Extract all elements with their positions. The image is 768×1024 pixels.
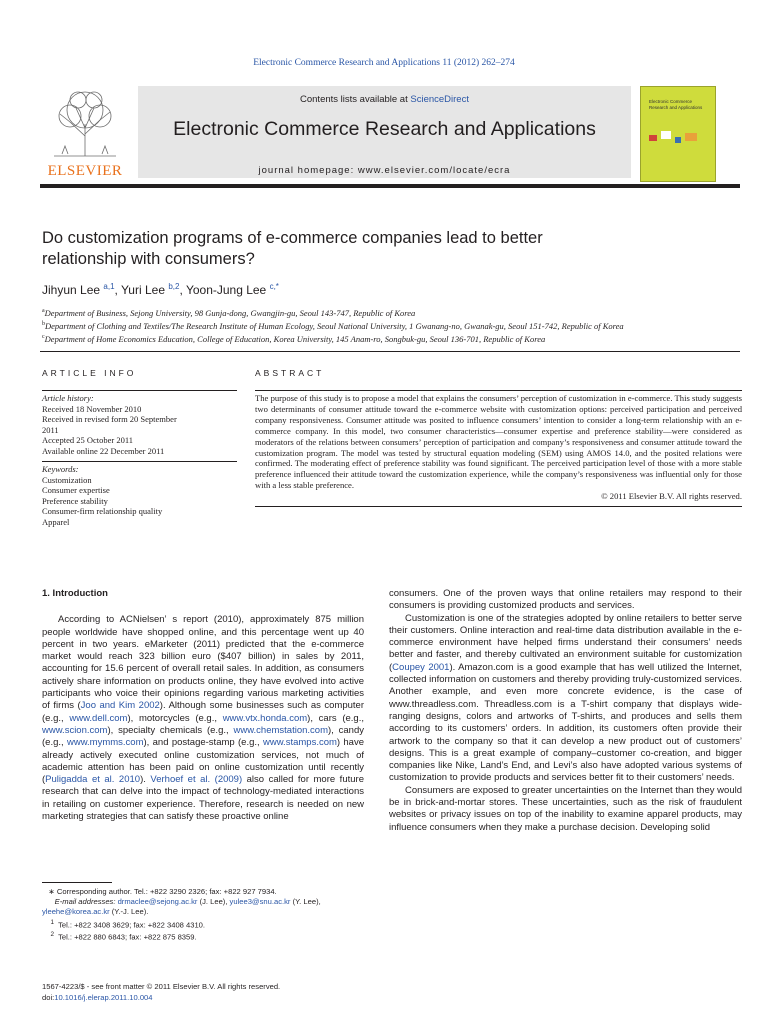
text-run: ). (140, 774, 151, 786)
citation-link[interactable]: Joo and Kim 2002 (80, 700, 160, 712)
footnote-corresponding (42, 887, 364, 897)
author-list: Jihyun Lee $^{a,1}$, Yuri Lee $^{b,2}$, Yoon-Jung Lee $^{c,*}$ (42, 282, 279, 297)
article-info (42, 368, 237, 527)
journal-homepage[interactable]: journal homepage: www.elsevier.com/locate/ecra (258, 165, 511, 176)
citation-link[interactable]: Verhoef et al. (2009) (150, 774, 243, 786)
history-item: Received in revised form 20 September (42, 414, 177, 424)
email-owner: (Y.-J. Lee). (109, 907, 149, 917)
email-label: E-mail addresses: (54, 897, 116, 907)
author-name: Yoon-Jung Lee (185, 283, 267, 297)
section-heading: 1. Introduction (42, 588, 108, 599)
affiliation-mark: c (42, 333, 45, 340)
history-item: 2011 (42, 424, 59, 435)
paragraph (389, 613, 742, 785)
email-owner: (J. Lee), (197, 897, 230, 907)
footnote-1: $^1$ Tel.: +822 3408 3629; fax: +822 3408 4310. (50, 918, 206, 930)
text-run: also called for more future research that can delve into the impact of technology-mediated interactions in retailing on customer experience. Therefore, research is needed on new marketing strategies that can satisfy these proactive online (42, 774, 364, 823)
header-rule (40, 184, 740, 188)
author-affiliation-mark[interactable]: c,* (269, 282, 279, 291)
title-rule (40, 351, 740, 352)
citation-link[interactable]: www.dell.com (69, 712, 128, 724)
title-line-1: Do customization programs of e-commerce companies lead to better (42, 229, 543, 247)
sciencedirect-link[interactable]: ScienceDirect (410, 94, 469, 105)
footnote-emails (42, 897, 364, 907)
paper-title (42, 228, 682, 270)
abstract-text: The purpose of this study is to propose a model that explains the consumers’ perception of customization in e-commerce. This study suggests two determinants of consumer attitude toward the e-commerce website with customization options: perceived participation and perceived company responsiveness. Consumer attitude was posited to influence consumers’ intention to consider a long-term relationship with an e-commerce company. In this model, two consumer characteristics—consumer expertise and preference stability—were considered as moderators of the relations between consumers’ perception of participation and company’s responsiveness and consumer attitude toward the customization program. The model was tested by structural equation modeling (SEM) using AMOS 14.0, and the posited relations were confirmed. The moderating effect of preference stability was found significant. The perceived participation level of those with a more stable preference influenced their attitude toward the customization experience, while the company’s responsiveness was influential only for those with a less stable preference. (255, 393, 742, 491)
paragraph (42, 614, 364, 823)
cover-title: Electronic Commerce Research and Applications (649, 99, 703, 110)
email-link[interactable]: drmaclee@sejong.ac.kr (117, 897, 198, 907)
cover-art-icon (647, 125, 707, 155)
text-run: ). Amazon.com is a good example that has well utilized the Internet, collected information on customers and thereby providing truly-customized services. Another example, and even more concrete evidence, is the case of www.threadless.com. Threadless.com is a T-shirt company that displays wide-ranging designs, colors and artworks of T-shirts, and produces and sells them according to its customers’ orders. In addition, its customers often provide their artwork to the company so that it can develop a new product out of customers’ designs. This is a great example of company–customer co-creation, and bigger companies like Nike, Land’s End, and Levi’s also have adopted various systems of customization to provide products and services better fit to their customers’ needs. (389, 661, 742, 784)
history-item: Available online 22 December 2011 (42, 445, 165, 456)
affiliation-item (42, 319, 742, 332)
text-run: ), cars (e.g., (307, 712, 364, 724)
author-name: Jihyun Lee (42, 283, 101, 297)
doi-link[interactable]: 10.1016/j.elerap.2011.10.004 (54, 992, 153, 1002)
contents-prefix: Contents lists available at (300, 94, 411, 105)
footnote-text: Tel.: +822 3408 3629; fax: +822 3408 4310. (58, 920, 206, 930)
email-owner: (Y. Lee), (290, 897, 321, 907)
citation-link[interactable]: Puligadda et al. 2010 (45, 774, 141, 786)
journal-reference[interactable]: Electronic Commerce Research and Applications 11 (2012) 262–274 (253, 58, 515, 68)
footnote-2: $^2$ Tel.: +822 880 6843; fax: +822 875 8359. (50, 931, 197, 942)
text-run: ), candy (e.g., (42, 724, 364, 749)
history-item: Received 18 November 2010 (42, 403, 142, 414)
intro-column-right (389, 588, 742, 834)
text-run: Customization is one of the strategies adopted by online retailers to better serve their customers. Online interaction and real-time data distribution available in the e-commerce environment have helped firms understand their consumers’ needs better and faster, and thereby cultivated an environment suitable for customization ( (389, 612, 742, 673)
history-item: Accepted 25 October 2011 (42, 435, 134, 445)
footnotes (42, 882, 364, 943)
keyword-item: Consumer expertise (42, 485, 110, 495)
abstract (255, 368, 742, 507)
intro-column-left (42, 588, 364, 823)
article-info-heading: ARTICLE INFO (42, 368, 137, 378)
issn-line: 1567-4223/$ - see front matter © 2011 Elsevier B.V. All rights reserved. (42, 982, 281, 991)
keyword-item: Apparel (42, 516, 70, 527)
text-run: ), motorcycles (e.g., (127, 712, 223, 724)
citation-link[interactable]: www.mymms.com (66, 737, 144, 749)
article-info-rule (42, 390, 237, 391)
author-affiliation-mark[interactable]: b,2 (168, 282, 180, 291)
doi-label: doi: (42, 992, 55, 1002)
journal-title: Electronic Commerce Research and Applications (173, 118, 596, 140)
bottom-identifiers (42, 982, 280, 1003)
keyword-item: Preference stability (42, 495, 108, 506)
affiliation-text: Department of Home Economics Education, College of Education, Korea University, 145 Anam-ro, Songbuk-gu, Seoul 136-701, Republic of Korea (44, 333, 546, 344)
publisher-name: ELSEVIER (47, 163, 123, 179)
citation-link[interactable]: Coupey 2001 (392, 661, 450, 673)
footnote-rule (42, 882, 112, 883)
affiliation-item (42, 306, 742, 319)
abstract-rule (255, 390, 742, 391)
affiliation-item (42, 332, 742, 345)
text-run: ) have already actively executed online customization services, not much of academic attention has been paid on online customization until recently ( (42, 737, 365, 786)
history-label: Article history: (42, 393, 94, 403)
keywords-label: Keywords: (42, 464, 79, 474)
footnote-text: Corresponding author. Tel.: +822 3290 2326; fax: +822 927 7934. (56, 887, 277, 896)
doi-line (42, 993, 280, 1004)
keywords-rule (42, 461, 237, 462)
affiliation-text: Department of Clothing and Textiles/The Research Institute of Human Ecology, Seoul National University, 1 Gwanang-no, Gwanak-gu, Seoul 151-742, Republic of Korea (45, 320, 624, 331)
contents-line (138, 94, 631, 105)
text-run: ), specialty chemicals (e.g., (107, 724, 234, 736)
copyright-line: © 2011 Elsevier B.V. All rights reserved. (601, 491, 742, 502)
text-run: According to ACNielsen’ s report (2010), approximately 875 million people worldwide have shopped online, and this percentage went up 40 percent in two years. eMarketer (2011) predicted that the e-commerce market would reach 323 billion euro ($407 billion) in sales by 2011, accounting for 15.6 percent of overall retail sales. In addition, as consumers actively share information on products online, they have evolved into active participants who voice their opinions regarding various marketing activities of firms ( (42, 614, 364, 712)
footnote-text: Tel.: +822 880 6843; fax: +822 875 8359. (58, 932, 197, 942)
footnote-emails-cont (42, 907, 364, 917)
email-link[interactable]: yleehe@korea.ac.kr (42, 907, 110, 917)
citation-link[interactable]: www.scion.com (42, 724, 108, 736)
email-link[interactable]: yulee3@snu.ac.kr (229, 897, 291, 907)
citation-link[interactable]: www.chemstation.com (233, 724, 328, 736)
text-run: ), and postage-stamp (e.g., (143, 737, 263, 749)
author-affiliation-mark[interactable]: a,1 (103, 282, 115, 291)
journal-cover-thumbnail[interactable] (640, 86, 716, 182)
title-line-2: relationship with consumers? (42, 250, 255, 268)
abstract-heading: ABSTRACT (255, 368, 325, 378)
citation-link[interactable]: www.vtx.honda.com (222, 712, 308, 724)
keyword-item: Customization (42, 474, 92, 485)
affiliation-mark: a (42, 308, 45, 314)
abstract-bottom-rule (255, 506, 742, 507)
keyword-item: Consumer-firm relationship quality (42, 506, 163, 516)
text-run: ). Although some businesses such as computer (e.g., (42, 700, 364, 724)
paragraph: consumers. One of the proven ways that online retailers may respond to their consumers is providing customized products and services. (389, 588, 742, 612)
affiliations (42, 306, 742, 344)
affiliation-mark: b (42, 320, 45, 327)
affiliation-text: Department of Business, Sejong University, 98 Gunja-dong, Gwangjin-gu, Seoul 143-747, Republic of Korea (44, 307, 416, 318)
citation-link[interactable]: www.stamps.com (263, 737, 337, 749)
author-name: Yuri Lee (120, 283, 166, 297)
paragraph: Consumers are exposed to greater uncertainties on the Internet than they would be in brick-and-mortar stores. These uncertainties, such as the risk of fraudulent websites or privacy issues on top of the inability to examine apparel products, may influence consumers when they make a purchase decision. Developing solid (389, 784, 742, 833)
asterisk-icon: ∗ (48, 887, 55, 896)
